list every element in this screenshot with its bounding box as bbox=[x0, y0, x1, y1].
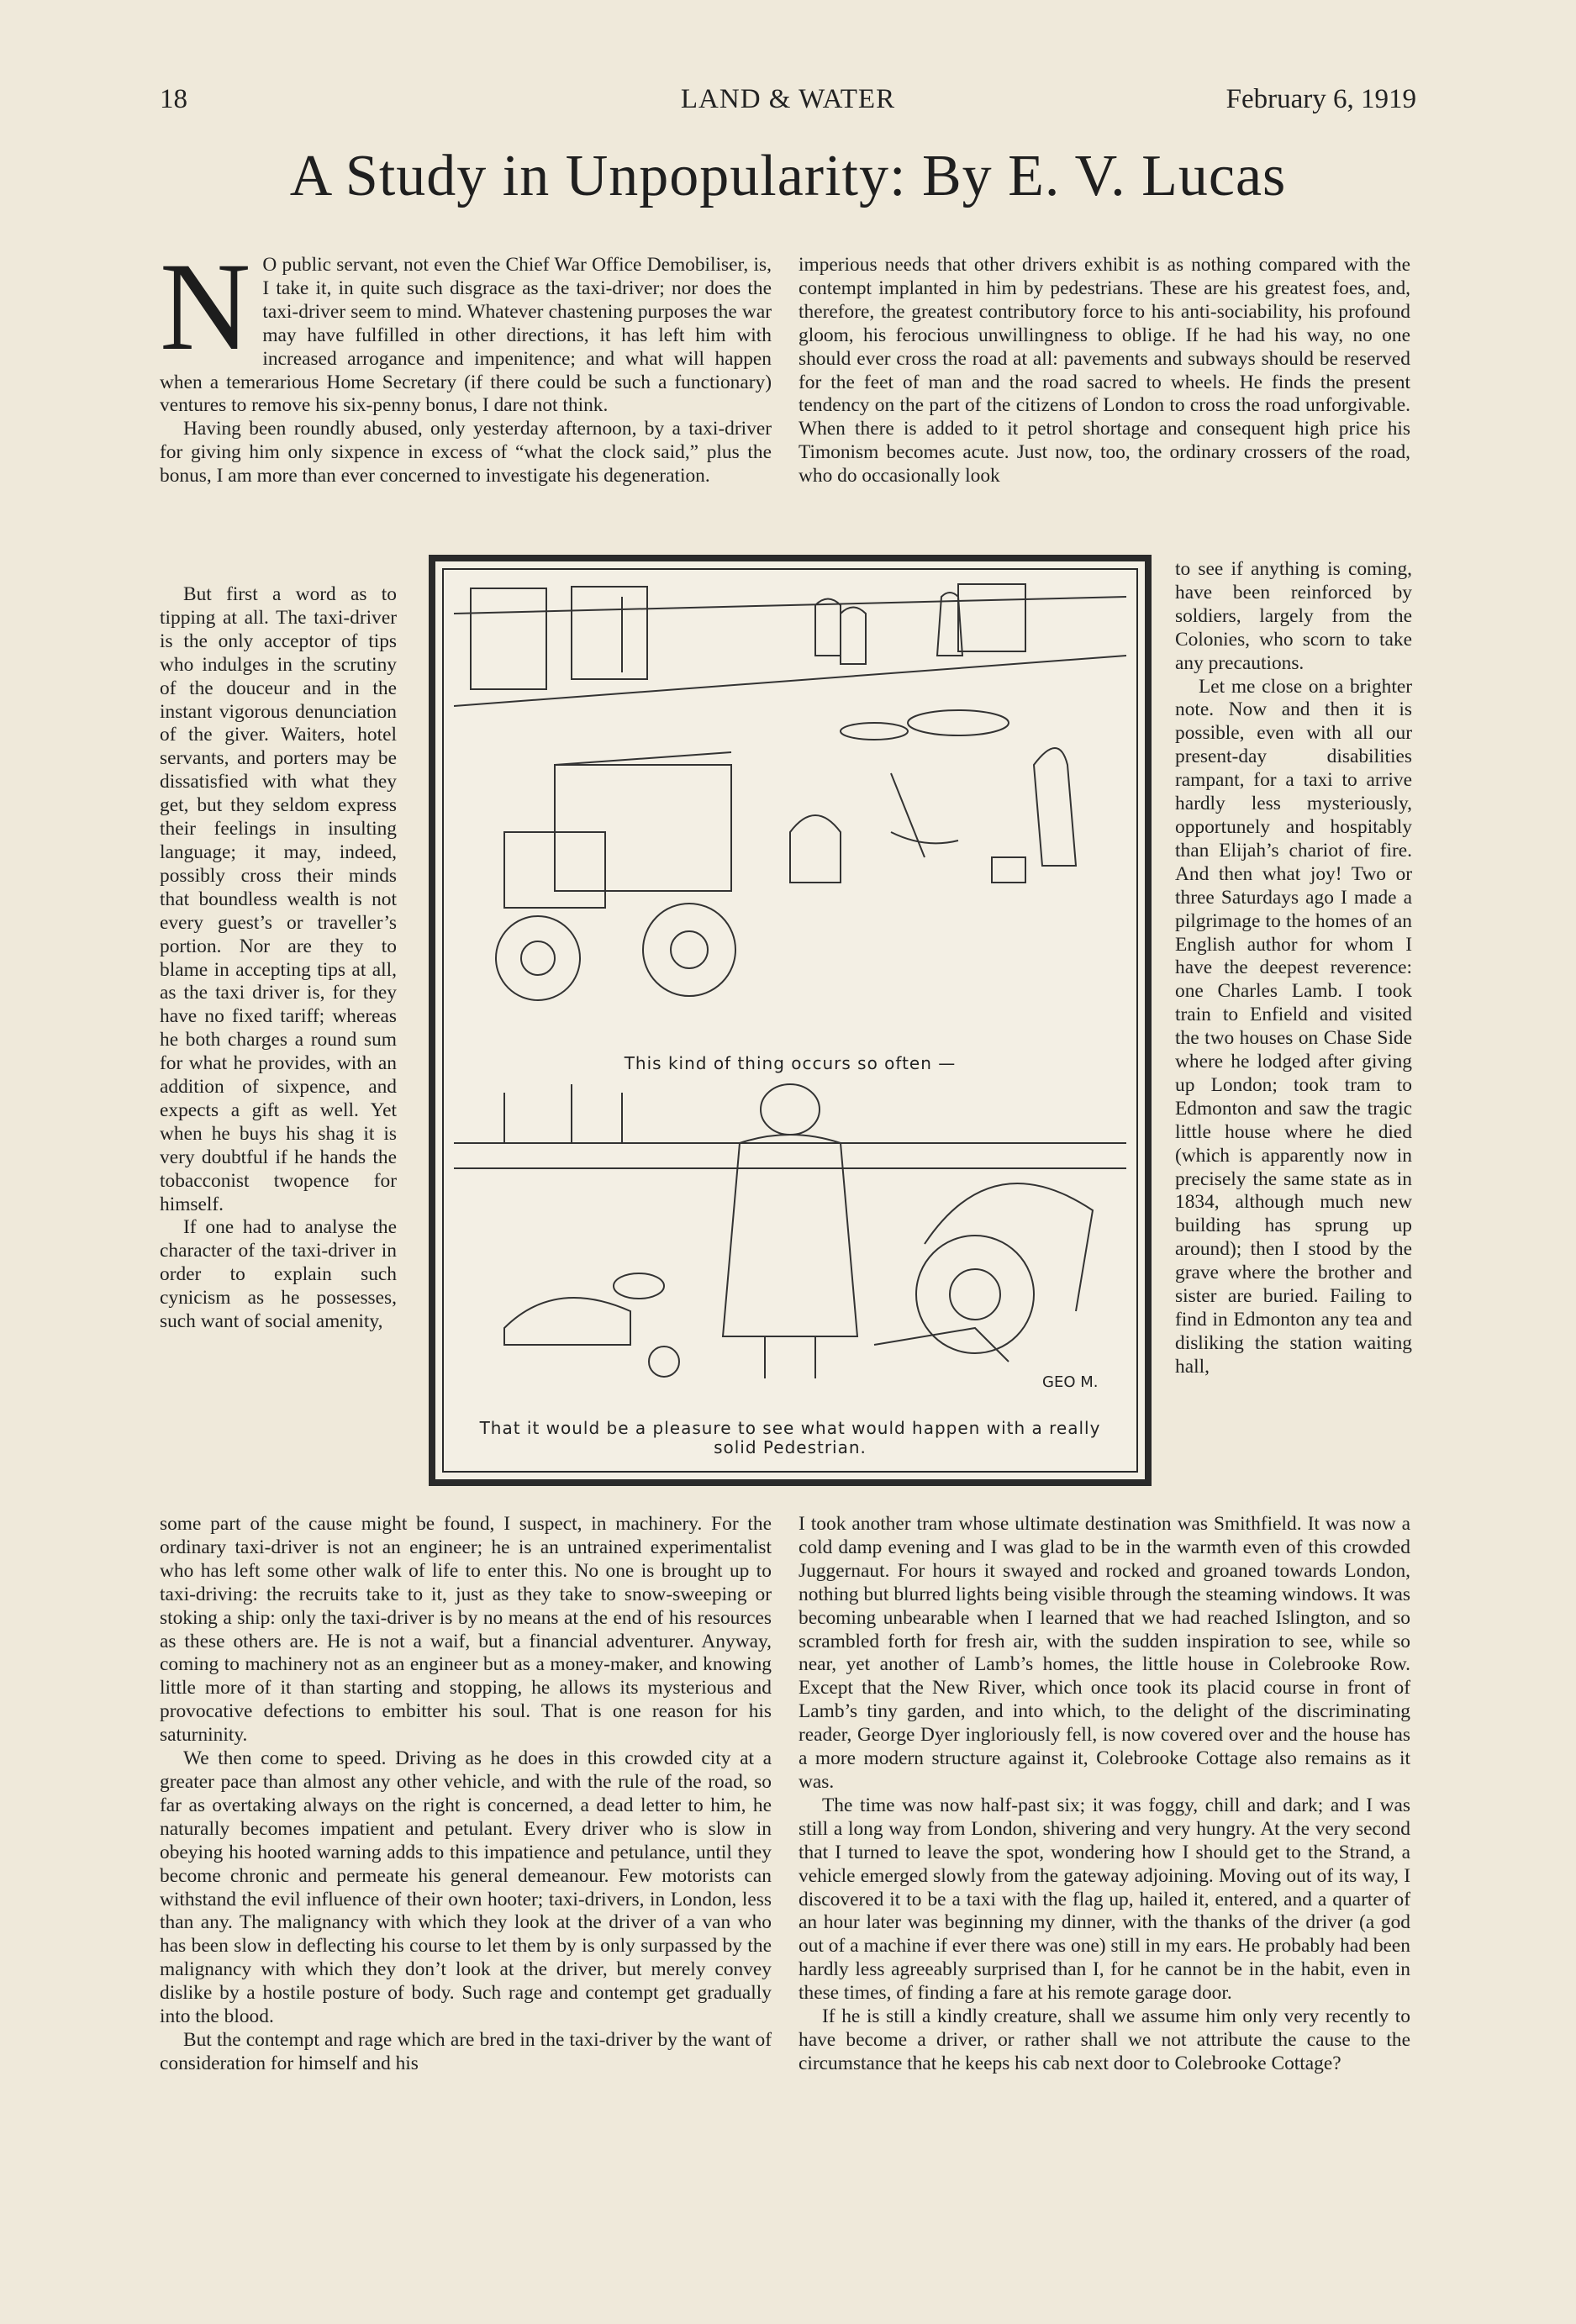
caption-top: This kind of thing occurs so often — bbox=[624, 1053, 957, 1073]
caption-bottom-line2: solid Pedestrian. bbox=[714, 1437, 867, 1457]
paragraph: If he is still a kindly creature, shall we assume him only very recently to have become a driver, or rather shall we not attribute the cause to the circumstance that he keeps his cab next door to Colebrooke Cottage? bbox=[799, 2005, 1410, 2074]
paragraph: Let me close on a brighter note. Now and then it is possible, even with all our present-day disabilities rampant, for a taxi to arrive hardly less mysteriously, opportunely and hospitably than Elijah’s chariot of fire. And then what joy! Two or three Saturdays ago I made a pilgrimage to the homes of an English author for whom I have the deepest reverence: one Charles Lamb. I took train to Enfield and visited the two houses on Chase Side where he lodged after giving up London; took tram to Edmonton and saw the tragic little house where he died (which is apparently now in precisely the same state as in 1834, although much new building has sprung up around); then I stood by the grave where the brother and sister are buried. Failing to find in Edmonton any tea and disliking the station waiting hall, bbox=[1175, 675, 1412, 1378]
illustration-frame bbox=[442, 568, 1138, 1473]
paragraph: If one had to analyse the character of the taxi-driver in order to explain such cynicism as he possesses, such want of social amenity, bbox=[160, 1216, 397, 1333]
caption-bottom bbox=[444, 1419, 1136, 1457]
right-column-top bbox=[799, 254, 1410, 488]
paragraph: We then come to speed. Driving as he does in this crowded city at a greater pace than almost any other vehicle, and with the rule of the road, so far as overtaking always on the right is concerned, a dead letter to him, he naturally becomes impatient and petulant. Every driver who is slow in obeying his hooted warning adds to this impatience and petulance, until they become chronic and permeate his general demeanour. Few motorists can withstand the evil influence of their own hooter; taxi-drivers, in London, less than any. The malignancy with which they look at the driver of a van who has been slow in deflecting his course to let them by is only surpassed by the malignancy with which they don’t look at the driver, but merely convey dislike by a hostile posture of body. Such rage and contempt get gradually into the blood. bbox=[160, 1747, 772, 2028]
cartoon-panel-top bbox=[454, 580, 1126, 1051]
running-header bbox=[160, 84, 1416, 126]
paragraph: imperious needs that other drivers exhibit is as nothing compared with the contempt implanted in him by pedestrians. These are his greatest foes, and, therefore, the greatest contributory force to his anti-sociability, his profound gloom, his ferocious unwillingness to oblige. If he had his way, no one should ever cross the road at all: pavements and subways should be reserved for the feet of man and the road sacred to wheels. He finds the present tendency on the part of the citizens of London to cross the road unforgivable. When there is added to it petrol shortage and consequent high price his Timonism becomes acute. Just now, too, the ordinary crossers of the road, who do occasionally look bbox=[799, 254, 1410, 487]
page-number: 18 bbox=[160, 84, 187, 114]
cartoon-illustration bbox=[429, 555, 1152, 1486]
left-column-narrow bbox=[160, 583, 397, 1334]
issue-date: February 6, 1919 bbox=[1225, 84, 1416, 114]
article-title: A Study in Unpopularity: By E. V. Lucas bbox=[289, 144, 1287, 208]
left-column-top bbox=[160, 237, 772, 488]
paragraph: I took another tram whose ultimate destination was Smithfield. It was now a cold damp evening and I was glad to be in the warmth even of this crowded Juggernaut. For hours it swayed and rocked and groaned towards London, nothing but blurred lights being visible through the steaming windows. It was becoming unbearable when I learned that we had reached Islington, and so scrambled forth for fresh air, with the sudden inspiration to see, while so near, yet another of Lamb’s homes, the little house in Colebrooke Row. Except that the New River, which once took its placid course in front of Lamb’s tiny garden, and into which, to the delight of the discriminating reader, George Dyer ingloriously fell, is now covered over and the house has a more modern structure against it, Colebrooke Cottage also remains as it was. bbox=[799, 1513, 1410, 1793]
paragraph: But first a word as to tipping at all. The taxi-driver is the only acceptor of tips who indulges in the scrutiny of the douceur and in the instant vigorous denunciation of the giver. Waiters, hotel servants, and porters may be dissatisfied with what they get, but they seldom express their feelings in insulting language; it may, indeed, possibly cross their minds that boundless wealth is not every guest’s or traveller’s portion. Nor are they to blame in accepting tips at all, as the taxi driver is, for they have no fixed tariff; whereas he both charges a round sum for what he provides, with an addition of sixpence, and expects a gift as well. Yet when he buys his shag it is very doubtful if he hands the tobacconist twopence for himself. bbox=[160, 583, 397, 1215]
paragraph: But the contempt and rage which are bred in the taxi-driver by the want of consideration for himself and his bbox=[160, 2028, 772, 2074]
right-column-bottom bbox=[799, 1513, 1410, 2076]
right-column-narrow bbox=[1175, 558, 1412, 1379]
opening-paragraph bbox=[160, 237, 772, 418]
pedestrian-scene-drawing bbox=[454, 1076, 1126, 1412]
paragraph: The time was now half-past six; it was foggy, chill and dark; and I was still a long way from London, shivering and very hungry. At the very second that I turned to leave the spot, wondering how I should get to the Strand, a vehicle emerged slowly from the gateway adjoining. Moving out of its way, I discovered it to be a taxi with the flag up, hailed it, entered, and a quarter of an hour later was beginning my dinner, with the thanks of the driver (a god out of a machine if ever there was one) still in my ears. He probably had been hardly less agreeably surprised than I, for he cannot be in the habit, even in these times, of finding a fare at his remote garage door. bbox=[799, 1794, 1410, 2005]
caption-bottom-line1: That it would be a pleasure to see what would happen with a really bbox=[479, 1418, 1101, 1438]
artist-signature: GEO M. bbox=[1042, 1373, 1099, 1391]
paragraph: some part of the cause might be found, I suspect, in machinery. For the ordinary taxi-driver is not an engineer; he is an untrained experimentalist who has left some other walk of life to enter this. No one is brought up to taxi-driving: the recruits take to it, just as they take to snow-sweeping or stoking a ship: only the taxi-driver is by no means at the end of his resources as these others are. He is not a waif, but a financial adventurer. Anyway, coming to machinery not as an engineer but as a money-maker, and knowing little more of it than starting and stopping, he allows its mysterious and provocative defections to embitter his soul. That is one reason for his saturninity. bbox=[160, 1513, 772, 1747]
paragraph-text: O public servant, not even the Chief War Office Demobiliser, is, I take it, in quite such disgrace as the taxi-driver; nor does the taxi-driver seem to mind. Whatever chastening purposes the war may have fulfilled in other directions, it has left him with increased arrogance and impenitence; and what will happen when a temerarious Home Secretary (if there could be such a functionary) ventures to remove his six-penny bonus, I dare not think. bbox=[160, 254, 772, 417]
left-column-bottom bbox=[160, 1513, 772, 2076]
paragraph: to see if anything is coming, have been reinforced by soldiers, largely from the Colonies, who scorn to take any precautions. bbox=[1175, 558, 1412, 674]
drop-cap: N bbox=[160, 237, 251, 377]
cartoon-panel-bottom bbox=[454, 1076, 1126, 1412]
street-scene-drawing bbox=[454, 580, 1126, 1051]
paragraph: Having been roundly abused, only yesterday afternoon, by a taxi-driver for giving him only sixpence in excess of “what the clock said,” plus the bonus, I am more than ever concerned to investigate his degeneration. bbox=[160, 418, 772, 487]
magazine-name: LAND & WATER bbox=[680, 84, 896, 114]
